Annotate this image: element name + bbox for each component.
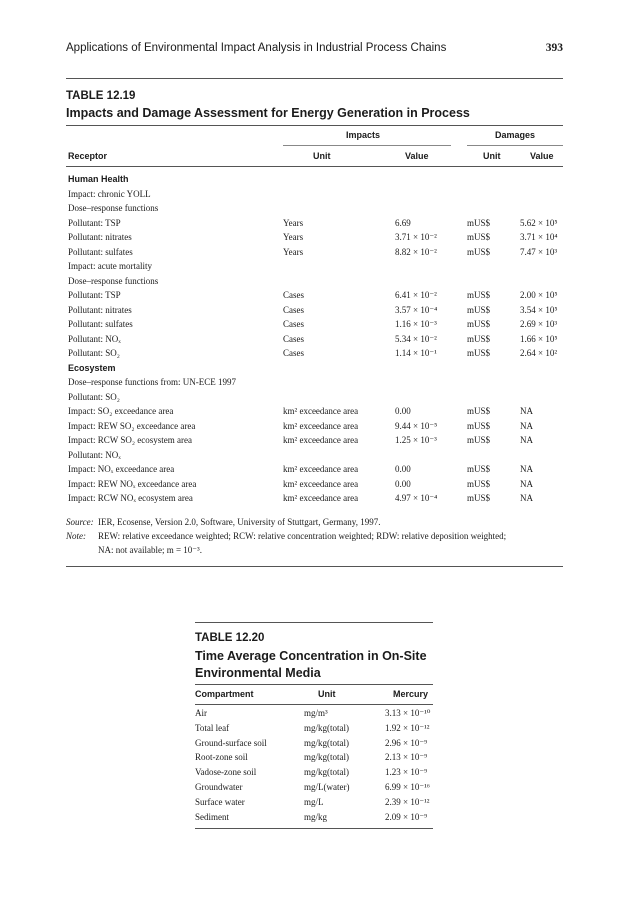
cell-damage-value: NA <box>520 478 533 489</box>
cell-damage-unit: mUS$ <box>467 246 491 257</box>
cell-receptor: Dose–response functions from: UN-ECE 1997 <box>68 377 236 387</box>
cell-damage-unit: mUS$ <box>467 464 491 474</box>
cell-damage-value: NA <box>520 435 533 445</box>
cell-receptor: Pollutant: TSP <box>68 217 121 228</box>
table-row <box>0 259 629 273</box>
table-12-19-title: Impacts and Damage Assessment for Energy Generation in Process <box>66 106 470 120</box>
cell-damage-value: 3.71 × 10⁴ <box>520 232 558 242</box>
group-impacts: Impacts <box>345 130 380 140</box>
cell-damage-value: 2.69 × 10³ <box>520 319 558 329</box>
cell-compartment: Vadose-zone soil <box>195 767 257 778</box>
source-note <box>66 515 563 529</box>
page-number: 393 <box>545 42 563 54</box>
cell-receptor: Dose–response functions <box>68 203 159 213</box>
cell-damage-unit: mUS$ <box>467 290 491 300</box>
cell-value: 3.71 × 10⁻² <box>395 232 437 242</box>
cell-value: 1.25 × 10⁻³ <box>395 435 437 445</box>
header-unit: Unit <box>313 151 331 161</box>
table-row <box>0 491 629 505</box>
cell-receptor: Pollutant: nitrates <box>68 304 132 315</box>
cell-mercury: 1.92 × 10⁻¹² <box>385 722 430 733</box>
cell-value: 4.97 × 10⁻⁴ <box>395 493 438 503</box>
cell-damage-value: 5.62 × 10⁵ <box>520 217 558 228</box>
header-compartment: Compartment <box>195 689 254 699</box>
note-label: Note: <box>66 531 86 541</box>
table-row <box>0 317 629 331</box>
cell-receptor: Impact: RCW SO₂ ecosystem area <box>68 435 192 445</box>
cell-receptor: Pollutant: sulfates <box>68 319 133 329</box>
table-row <box>0 274 629 288</box>
group-damages-rule <box>467 145 563 146</box>
cell-damage-unit: mUS$ <box>467 304 491 315</box>
section-row <box>0 361 629 375</box>
running-head-title: Applications of Environmental Impact Analysis in Industrial Process Chains <box>66 42 447 54</box>
table2-bottom-rule <box>195 828 433 829</box>
cell-damage-unit: mUS$ <box>467 333 491 344</box>
cell-receptor: Impact: NOₓ exceedance area <box>68 464 175 474</box>
cell-damage-unit: mUS$ <box>467 217 491 228</box>
cell-value: 5.34 × 10⁻² <box>395 333 437 344</box>
table-row <box>0 303 629 317</box>
table2-title-rule <box>195 684 433 685</box>
section-row <box>0 172 629 186</box>
table-12-20-title: Time Average Concentration in On-Site Environmental Media <box>195 649 427 680</box>
cell-receptor: Pollutant: SO₂ <box>68 348 120 358</box>
cell-value: 8.82 × 10⁻² <box>395 246 437 257</box>
cell-unit: Years <box>283 232 304 242</box>
cell-damage-value: NA <box>520 493 533 503</box>
note-text: REW: relative exceedance weighted; RCW: relative concentration weighted; RDW: relative deposition weighted; <box>98 531 507 541</box>
cell-unit: km² exceedance area <box>283 493 359 503</box>
table-row <box>0 795 629 809</box>
header-mercury: Mercury <box>393 689 429 699</box>
cell-receptor: Pollutant: nitrates <box>68 232 132 242</box>
table-row <box>0 810 629 824</box>
cell-unit: km² exceedance area <box>283 478 359 489</box>
cell-value: 0.00 <box>395 478 411 489</box>
table-note-cont <box>66 543 563 557</box>
cell-unit: Cases <box>283 290 304 300</box>
cell-damage-value: 2.64 × 10² <box>520 348 558 358</box>
table-row <box>0 462 629 476</box>
table-row <box>0 477 629 491</box>
table-note <box>66 529 563 543</box>
source-text: IER, Ecosense, Version 2.0, Software, University of Stuttgart, Germany, 1997. <box>98 517 381 527</box>
cell-damage-unit: mUS$ <box>467 493 491 503</box>
table-row <box>0 375 629 389</box>
cell-unit: km² exceedance area <box>283 420 359 431</box>
header-damage-value: Value <box>530 151 554 161</box>
table-row <box>0 448 629 462</box>
cell-damage-value: NA <box>520 464 533 474</box>
cell-unit: mg/kg(total) <box>304 722 349 733</box>
cell-unit: km² exceedance area <box>283 464 359 474</box>
table-row <box>0 390 629 404</box>
table-row <box>0 433 629 447</box>
cell-receptor: Impact: RCW NOₓ ecosystem area <box>68 493 193 503</box>
cell-damage-value: 7.47 × 10³ <box>520 246 558 257</box>
table-row <box>0 706 629 720</box>
header-rule-bottom <box>66 166 563 167</box>
cell-receptor: Pollutant: sulfates <box>68 246 133 257</box>
group-impacts-rule <box>283 145 451 146</box>
cell-unit: Cases <box>283 333 304 344</box>
cell-unit: mg/kg(total) <box>304 737 349 748</box>
table-row <box>0 187 629 201</box>
cell-damage-unit: mUS$ <box>467 232 491 242</box>
header-receptor: Receptor <box>68 151 108 161</box>
cell-receptor: Pollutant: NOₓ <box>68 333 121 344</box>
cell-value: 3.57 × 10⁻⁴ <box>395 304 438 315</box>
cell-damage-value: 3.54 × 10⁵ <box>520 304 558 315</box>
cell-damage-value: 2.00 × 10⁵ <box>520 290 558 300</box>
header-value: Value <box>405 151 429 161</box>
table-row <box>0 201 629 215</box>
cell-damage-unit: mUS$ <box>467 478 491 489</box>
cell-receptor: Pollutant: TSP <box>68 290 121 300</box>
note-text-2: NA: not available; m = 10⁻³. <box>98 545 203 555</box>
cell-damage-unit: mUS$ <box>467 420 491 431</box>
cell-unit: mg/m³ <box>304 708 328 718</box>
cell-unit: Cases <box>283 348 304 358</box>
cell-receptor: Impact: chronic YOLL <box>68 188 151 199</box>
table-row <box>0 765 629 779</box>
table-row <box>0 419 629 433</box>
cell-unit: mg/kg(total) <box>304 752 349 763</box>
cell-mercury: 2.96 × 10⁻⁹ <box>385 737 428 748</box>
cell-unit: Cases <box>283 304 304 315</box>
cell-unit: Cases <box>283 319 304 329</box>
cell-unit: mg/L <box>304 796 324 807</box>
cell-damage-value: NA <box>520 406 533 416</box>
cell-unit: mg/kg <box>304 811 328 822</box>
cell-damage-value: NA <box>520 420 533 431</box>
cell-receptor: Pollutant: SO₂ <box>68 391 120 402</box>
table2-top-rule <box>195 622 433 623</box>
cell-damage-unit: mUS$ <box>467 348 491 358</box>
table-row <box>0 230 629 244</box>
cell-mercury: 2.09 × 10⁻⁹ <box>385 811 428 822</box>
cell-compartment: Total leaf <box>195 722 230 733</box>
table2-header-rule <box>195 704 433 705</box>
header-unit-2: Unit <box>318 689 336 699</box>
cell-mercury: 1.23 × 10⁻⁹ <box>385 767 428 778</box>
table-row <box>0 736 629 750</box>
cell-compartment: Ground-surface soil <box>195 737 267 748</box>
cell-receptor: Impact: SO₂ exceedance area <box>68 406 174 416</box>
cell-receptor: Human Health <box>68 174 129 184</box>
cell-value: 1.16 × 10⁻³ <box>395 319 437 329</box>
table-top-rule <box>66 125 563 126</box>
source-label: Source: <box>66 517 94 527</box>
cell-unit: Years <box>283 217 304 228</box>
cell-receptor: Impact: acute mortality <box>68 261 152 271</box>
table-row <box>0 780 629 794</box>
cell-value: 6.41 × 10⁻² <box>395 290 437 300</box>
cell-damage-unit: mUS$ <box>467 406 491 416</box>
cell-receptor: Dose–response functions <box>68 275 159 286</box>
table-row <box>0 346 629 360</box>
cell-compartment: Air <box>195 708 207 718</box>
cell-compartment: Groundwater <box>195 782 243 792</box>
cell-receptor: Impact: REW SO₂ exceedance area <box>68 420 196 431</box>
table-bottom-rule <box>66 566 563 567</box>
running-head <box>66 42 563 54</box>
table-row <box>0 245 629 259</box>
table-12-20-label: TABLE 12.20 <box>195 632 265 644</box>
cell-receptor: Pollutant: NOₓ <box>68 449 121 460</box>
cell-damage-unit: mUS$ <box>467 435 491 445</box>
cell-unit: km² exceedance area <box>283 435 359 445</box>
cell-compartment: Sediment <box>195 811 229 822</box>
cell-value: 0.00 <box>395 464 411 474</box>
cell-unit: mg/L(water) <box>304 782 350 792</box>
cell-value: 6.69 <box>395 217 411 228</box>
cell-mercury: 2.39 × 10⁻¹² <box>385 796 430 807</box>
cell-mercury: 6.99 × 10⁻¹⁶ <box>385 782 430 792</box>
cell-compartment: Surface water <box>195 796 245 807</box>
group-damages: Damages <box>494 130 536 140</box>
table-row <box>0 750 629 764</box>
cell-value: 0.00 <box>395 406 411 416</box>
header-damage-unit: Unit <box>483 151 501 161</box>
cell-mercury: 3.13 × 10⁻¹⁰ <box>385 708 431 718</box>
table-row <box>0 216 629 230</box>
table-12-19-label: TABLE 12.19 <box>66 90 136 102</box>
cell-unit: km² exceedance area <box>283 406 359 416</box>
table-row <box>0 332 629 346</box>
table-row <box>0 404 629 418</box>
cell-damage-unit: mUS$ <box>467 319 491 329</box>
cell-unit: mg/kg(total) <box>304 767 349 778</box>
table-row <box>0 721 629 735</box>
cell-mercury: 2.13 × 10⁻⁹ <box>385 752 428 763</box>
cell-receptor: Impact: REW NOₓ exceedance area <box>68 478 197 489</box>
cell-value: 1.14 × 10⁻¹ <box>395 348 437 358</box>
cell-receptor: Ecosystem <box>68 362 116 373</box>
cell-unit: Years <box>283 246 304 257</box>
table-row <box>0 288 629 302</box>
cell-value: 9.44 × 10⁻⁵ <box>395 420 438 431</box>
cell-damage-value: 1.66 × 10⁵ <box>520 333 558 344</box>
cell-compartment: Root-zone soil <box>195 752 248 763</box>
header-rule <box>66 78 563 79</box>
